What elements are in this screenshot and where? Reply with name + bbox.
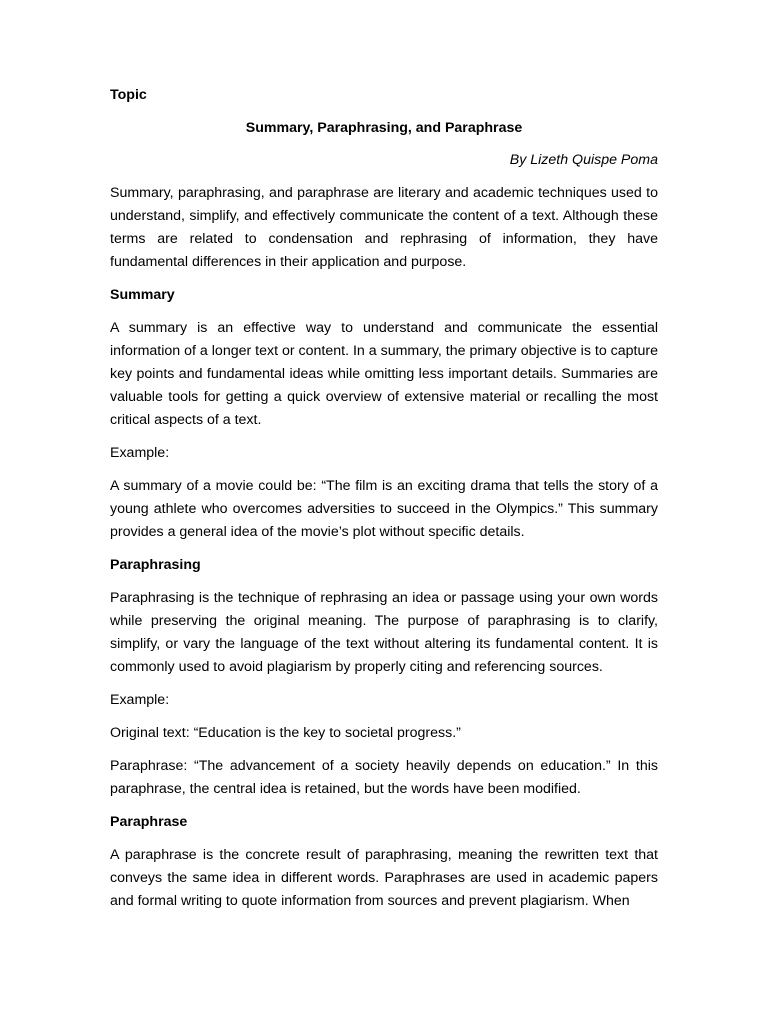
summary-example-label: Example: <box>110 445 170 461</box>
summary-heading: Summary <box>110 287 175 303</box>
topic-label: Topic <box>110 87 147 103</box>
author-byline: By Lizeth Quispe Poma <box>509 152 658 168</box>
document-page <box>110 84 658 923</box>
paraphrasing-example-label: Example: <box>110 692 170 708</box>
original-text-line: Original text: “Education is the key to societal progress.” <box>110 725 461 741</box>
paraphrase-paragraph: A paraphrase is the concrete result of paraphrasing, meaning the rewritten text that conveys the same idea in different words. Paraphrases are used in academic papers and formal writing to quote information from sources and prevent plagiarism. When <box>110 847 658 909</box>
paraphrase-example-paragraph: Paraphrase: “The advancement of a society heavily depends on education.” In this paraphrase, the central idea is retained, but the words have been modified. <box>110 758 658 797</box>
summary-paragraph: A summary is an effective way to understand and communicate the essential information of a longer text or content. In a summary, the primary objective is to capture key points and fundamental ideas while omitting less important details. Summaries are valuable tools for getting a quick overview of extensive material or recalling the most critical aspects of a text. <box>110 320 658 428</box>
summary-example-paragraph: A summary of a movie could be: “The film is an exciting drama that tells the story of a young athlete who overcomes adversities to succeed in the Olympics.” This summary provides a general idea of the movie’s plot without specific details. <box>110 478 658 540</box>
document-title: Summary, Paraphrasing, and Paraphrase <box>245 120 523 136</box>
intro-paragraph: Summary, paraphrasing, and paraphrase are literary and academic techniques used to understand, simplify, and effectively communicate the content of a text. Although these terms are related to condensation and rephrasing of information, they have fundamental differences in their application and purpose. <box>110 185 658 270</box>
paraphrase-heading: Paraphrase <box>110 814 188 830</box>
paraphrasing-paragraph: Paraphrasing is the technique of rephrasing an idea or passage using your own words while preserving the original meaning. The purpose of paraphrasing is to clarify, simplify, or vary the language of the text without altering its fundamental content. It is commonly used to avoid plagiarism by properly citing and referencing sources. <box>110 590 658 675</box>
paraphrasing-heading: Paraphrasing <box>110 557 201 573</box>
